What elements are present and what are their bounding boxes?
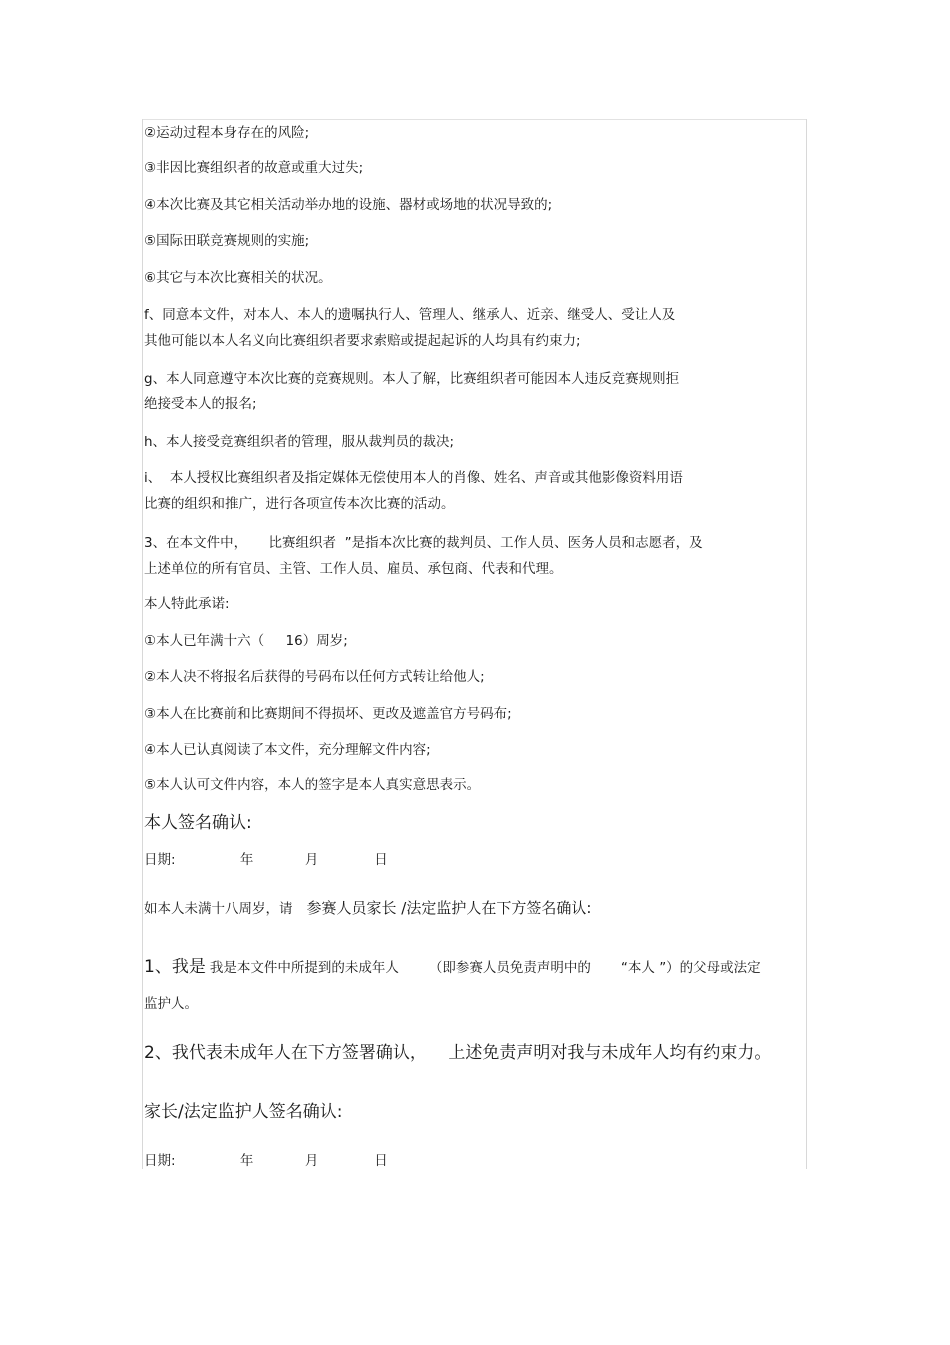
clause-item-5: ⑤国际田联竞赛规则的实施;	[144, 233, 310, 249]
minor-notice-emphasis: 参赛人员家长 /法定监护人在下方签名确认:	[306, 899, 592, 917]
page-border-top	[142, 119, 807, 120]
commitment-heading: 本人特此承诺:	[144, 596, 230, 612]
commitment-item-2: ②本人决不将报名后获得的号码布以任何方式转让给他人;	[144, 669, 485, 685]
clause-f-line2: 其他可能以本人名义向比赛组织者要求索赔或提起起诉的人均具有约束力;	[144, 333, 581, 349]
guardian-statement-1-text: 我是本文件中所提到的未成年人 （即参赛人员免责声明中的 “本人 ”）的父母或法定	[209, 960, 761, 976]
commitment-item-5: ⑤本人认可文件内容，本人的签字是本人真实意思表示。	[144, 777, 481, 793]
guardian-signature-label: 家长/法定监护人签名确认:	[144, 1102, 343, 1122]
clause-3-line1: 3、在本文件中， 比赛组织者 ”是指本次比赛的裁判员、工作人员、医务人员和志愿者，及	[144, 535, 703, 551]
clause-f-line1: f、同意本文件，对本人、本人的遗嘱执行人、管理人、继承人、近亲、继受人、受让人及	[144, 307, 676, 323]
clause-item-3: ③非因比赛组织者的故意或重大过失;	[144, 160, 364, 176]
guardian-date-line: 日期: 年 月 日	[144, 1153, 388, 1169]
guardian-statement-2: 2、我代表未成年人在下方签署确认， 上述免责声明对我与未成年人均有约束力。	[144, 1043, 772, 1063]
page-border-right	[806, 119, 807, 1169]
minor-notice	[144, 899, 591, 917]
clause-item-4: ④本次比赛及其它相关活动举办地的设施、器材或场地的状况导致的;	[144, 197, 553, 213]
commitment-item-1: ①本人已年满十六（ 16）周岁;	[144, 633, 348, 649]
guardian-statement-1-cont: 监护人。	[144, 996, 198, 1012]
guardian-statement-1-prefix: 1、我是	[144, 957, 206, 977]
page-border-left	[142, 119, 143, 1169]
clause-g-line2: 绝接受本人的报名;	[144, 396, 257, 412]
clause-i-line2: 比赛的组织和推广，进行各项宣传本次比赛的活动。	[144, 496, 455, 512]
commitment-item-4: ④本人已认真阅读了本文件，充分理解文件内容;	[144, 742, 431, 758]
clause-3-line2: 上述单位的所有官员、主管、工作人员、雇员、承包商、代表和代理。	[144, 561, 563, 577]
commitment-item-3: ③本人在比赛前和比赛期间不得损坏、更改及遮盖官方号码布;	[144, 706, 512, 722]
clause-i-line1: i、 本人授权比赛组织者及指定媒体无偿使用本人的肖像、姓名、声音或其他影像资料用语	[144, 470, 683, 486]
minor-notice-prefix: 如本人未满十八周岁，请	[144, 901, 293, 917]
self-signature-label: 本人签名确认:	[144, 813, 252, 833]
guardian-statement-1	[144, 957, 761, 977]
clause-item-6: ⑥其它与本次比赛相关的状况。	[144, 270, 332, 286]
clause-h: h、本人接受竞赛组织者的管理，服从裁判员的裁决;	[144, 434, 455, 450]
clause-item-2: ②运动过程本身存在的风险;	[144, 125, 310, 141]
clause-g-line1: g、本人同意遵守本次比赛的竞赛规则。本人了解，比赛组织者可能因本人违反竞赛规则拒	[144, 371, 680, 387]
self-date-line: 日期: 年 月 日	[144, 852, 388, 868]
